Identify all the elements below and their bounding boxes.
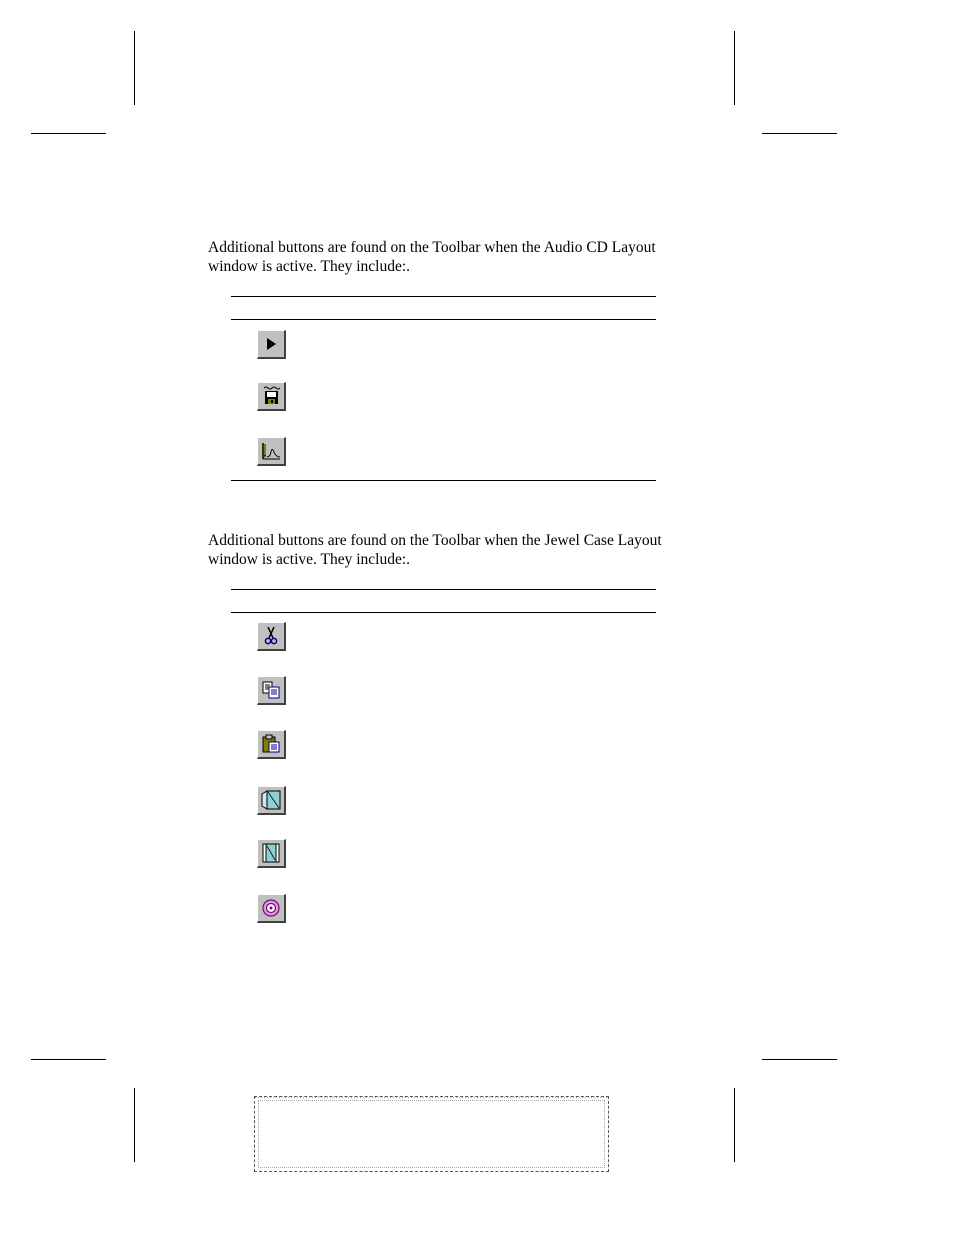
front-cover-button[interactable] [257,786,286,815]
crop-mark-top-right-vertical [734,31,735,105]
table2-top-rule [231,589,656,590]
table1-top-rule [231,296,656,297]
cut-icon [259,624,283,648]
crop-mark-top-left-horizontal [31,133,106,134]
edit-waveform-icon [259,439,283,463]
paste-icon [259,732,283,756]
footer-frame-inner [258,1100,605,1168]
save-audio-button[interactable] [257,382,286,411]
crop-mark-bottom-left-vertical [134,1088,135,1162]
copy-icon [259,678,283,702]
crop-mark-bottom-right-horizontal [762,1059,837,1060]
footer-frame [254,1096,609,1172]
cd-label-icon [259,896,283,920]
cd-label-button[interactable] [257,894,286,923]
crop-mark-bottom-left-horizontal [31,1059,106,1060]
edit-waveform-button[interactable] [257,437,286,466]
play-icon [259,332,283,356]
crop-mark-top-left-vertical [134,31,135,105]
copy-button[interactable] [257,676,286,705]
save-audio-icon [259,384,283,408]
crop-mark-bottom-right-vertical [734,1088,735,1162]
back-cover-icon [259,841,283,865]
table2-header-rule [231,612,656,613]
table1-header-rule [231,319,656,320]
jewel-case-intro-paragraph: Additional buttons are found on the Toolbar when the Jewel Case Layout window is active. They include:. [208,532,662,568]
cut-button[interactable] [257,622,286,651]
audio-cd-intro-paragraph: Additional buttons are found on the Toolbar when the Audio CD Layout window is active. They include:. [208,239,656,275]
play-button[interactable] [257,330,286,359]
crop-mark-top-right-horizontal [762,133,837,134]
front-cover-icon [259,788,283,812]
paste-button[interactable] [257,730,286,759]
table1-bottom-rule [231,480,656,481]
back-cover-button[interactable] [257,839,286,868]
